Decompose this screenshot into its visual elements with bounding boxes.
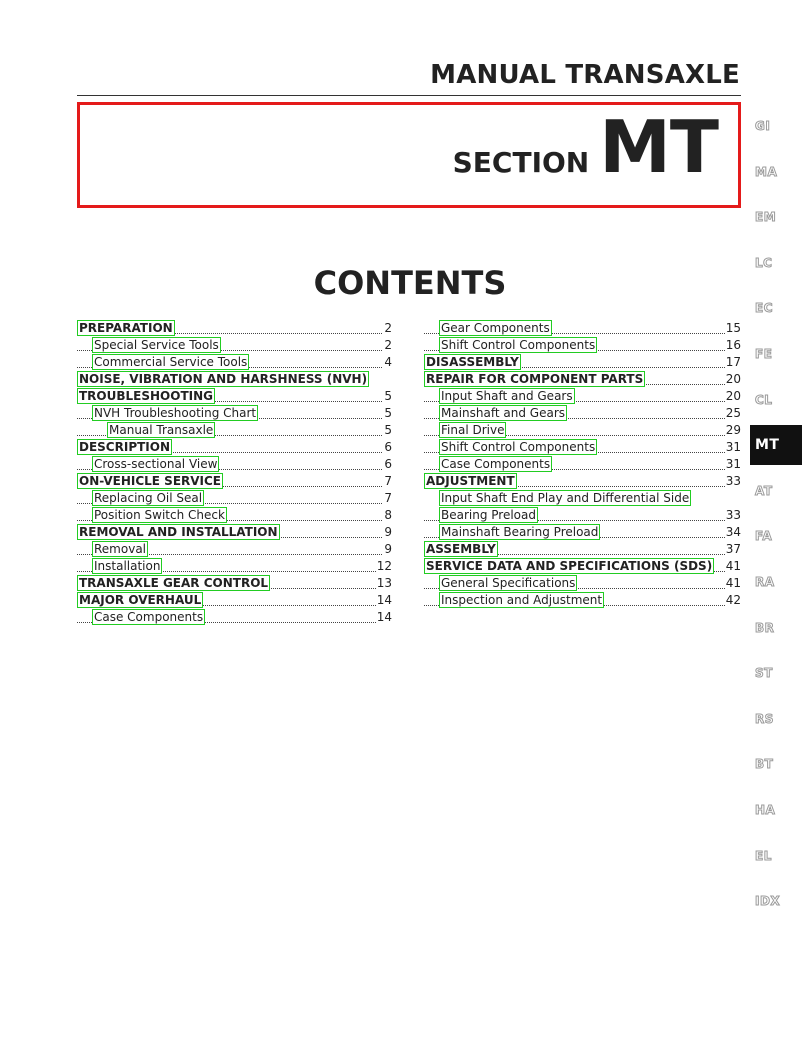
toc-link[interactable]: Mainshaft Bearing Preload [441, 525, 599, 539]
toc-page-number: 14 [376, 593, 392, 607]
toc-page-number: 6 [384, 457, 392, 471]
manual-title: MANUAL TRANSAXLE [430, 60, 740, 90]
toc-link[interactable]: Commercial Service Tools [94, 355, 248, 369]
toc-left-column [77, 320, 392, 626]
section-word: SECTION [452, 146, 590, 179]
toc-link[interactable]: Shift Control Components [441, 338, 596, 352]
toc-page-number: 17 [725, 355, 741, 369]
toc-entry[interactable] [424, 320, 741, 337]
toc-page-number: 33 [725, 508, 741, 522]
section-label [452, 105, 718, 189]
section-box [77, 102, 741, 208]
toc-link[interactable]: ASSEMBLY [426, 542, 496, 556]
toc-link[interactable]: Bearing Preload [441, 508, 536, 522]
toc-page-number: 5 [384, 389, 392, 403]
toc-page-number: 41 [725, 559, 741, 573]
toc-page-number: 7 [384, 491, 392, 505]
toc-page-number: 20 [725, 389, 741, 403]
toc-page-number: 31 [725, 457, 741, 471]
toc-link[interactable]: Final Drive [441, 423, 505, 437]
toc-link[interactable]: Cross-sectional View [94, 457, 218, 471]
toc-entry[interactable] [77, 354, 392, 371]
toc-entry[interactable] [77, 337, 392, 354]
toc-entry[interactable] [77, 422, 392, 439]
toc-link[interactable]: Gear Components [441, 321, 550, 335]
toc-link[interactable]: DESCRIPTION [79, 440, 171, 454]
section-code: MT [599, 105, 718, 189]
tab-ha[interactable]: HA [755, 803, 776, 817]
tab-idx[interactable]: IDX [755, 894, 781, 909]
toc-entry[interactable] [424, 388, 741, 405]
toc-entry[interactable] [77, 320, 392, 337]
toc-page-number: 13 [376, 576, 392, 590]
tab-fa[interactable]: FA [755, 529, 773, 544]
toc-link[interactable]: ADJUSTMENT [426, 474, 515, 488]
toc-entry[interactable] [77, 575, 392, 592]
tab-gi[interactable]: GI [755, 119, 771, 133]
toc-page-number: 16 [725, 338, 741, 352]
tab-fe[interactable]: FE [755, 347, 773, 361]
tab-mt[interactable]: MT [750, 425, 802, 465]
toc-entry[interactable] [77, 439, 392, 456]
tab-st[interactable]: ST [755, 666, 773, 681]
toc-page-number: 9 [384, 525, 392, 539]
toc-link[interactable]: ON-VEHICLE SERVICE [79, 474, 222, 488]
toc-page-number: 29 [725, 423, 741, 437]
toc-page-number: 7 [384, 474, 392, 488]
toc-page-number: 5 [384, 406, 392, 420]
toc-link[interactable]: DISASSEMBLY [426, 355, 519, 369]
toc-entry[interactable] [77, 456, 392, 473]
toc-link[interactable]: Special Service Tools [94, 338, 219, 352]
toc-link[interactable]: REMOVAL AND INSTALLATION [79, 525, 278, 539]
toc-link[interactable]: SERVICE DATA AND SPECIFICATIONS (SDS) [426, 559, 713, 573]
toc-link[interactable]: MAJOR OVERHAUL [79, 593, 202, 607]
toc-right-column [424, 320, 741, 609]
toc-entry[interactable] [424, 337, 741, 354]
toc-link[interactable]: Case Components [94, 610, 204, 624]
header-rule [77, 95, 741, 96]
toc-page-number: 42 [725, 593, 741, 607]
toc-entry[interactable] [77, 609, 392, 626]
toc-page-number: 31 [725, 440, 741, 454]
tab-ra[interactable]: RA [755, 575, 775, 589]
toc-entry[interactable] [77, 558, 392, 575]
toc-entry[interactable] [424, 524, 741, 541]
toc-entry[interactable] [424, 354, 741, 371]
toc-entry[interactable] [424, 541, 741, 558]
toc-page-number: 41 [725, 576, 741, 590]
toc-page-number: 12 [376, 559, 392, 573]
tab-rs[interactable]: RS [755, 711, 774, 726]
toc-entry[interactable] [424, 405, 741, 422]
toc-page-number: 15 [725, 321, 741, 335]
tab-cl[interactable]: CL [755, 392, 773, 407]
toc-link[interactable]: Case Components [441, 457, 551, 471]
toc-entry[interactable] [77, 524, 392, 541]
toc-page-number: 2 [384, 338, 392, 352]
toc-page-number: 6 [384, 440, 392, 454]
toc-link[interactable]: Replacing Oil Seal [94, 491, 203, 505]
toc-entry[interactable] [424, 575, 741, 592]
toc-link[interactable]: Mainshaft and Gears [441, 406, 566, 420]
toc-entry[interactable] [424, 456, 741, 473]
toc-entry[interactable] [424, 371, 741, 388]
toc-link[interactable]: Installation [94, 559, 161, 573]
toc-page-number: 37 [725, 542, 741, 556]
toc-entry[interactable] [77, 507, 392, 524]
toc-entry[interactable] [77, 405, 392, 422]
toc-link[interactable]: REPAIR FOR COMPONENT PARTS [426, 372, 644, 386]
tab-lc[interactable]: LC [755, 255, 773, 270]
toc-page-number: 34 [725, 525, 741, 539]
toc-entry[interactable] [424, 592, 741, 609]
toc-link[interactable]: NVH Troubleshooting Chart [94, 406, 257, 420]
toc-entry[interactable] [424, 439, 741, 456]
toc-page-number: 8 [384, 508, 392, 522]
toc-entry[interactable] [77, 388, 392, 405]
toc-link[interactable]: Input Shaft End Play and Differential Side [441, 491, 690, 505]
toc-link[interactable]: Position Switch Check [94, 508, 225, 522]
toc-page-number: 4 [384, 355, 392, 369]
toc-entry[interactable] [424, 473, 741, 490]
toc-page-number: 9 [384, 542, 392, 556]
toc-entry[interactable] [424, 558, 741, 575]
toc-page-number: 5 [384, 423, 392, 437]
toc-page-number: 25 [725, 406, 741, 420]
toc-page-number: 20 [725, 372, 741, 386]
toc-entry[interactable] [424, 507, 741, 524]
tab-em[interactable]: EM [755, 210, 777, 225]
toc-page-number: 2 [384, 321, 392, 335]
tab-bt[interactable]: BT [755, 757, 774, 772]
toc-link[interactable]: Shift Control Components [441, 440, 596, 454]
tab-br[interactable]: BR [755, 620, 775, 635]
toc-entry[interactable] [77, 371, 392, 388]
toc-page-number: 33 [725, 474, 741, 488]
toc-entry[interactable] [424, 422, 741, 439]
toc-link[interactable]: Inspection and Adjustment [441, 593, 603, 607]
toc-link[interactable]: General Specifications [441, 576, 576, 590]
toc-page-number: 14 [376, 610, 392, 624]
tab-ma[interactable]: MA [755, 164, 778, 179]
toc-link[interactable]: Manual Transaxle [109, 423, 214, 437]
toc-entry[interactable] [77, 490, 392, 507]
tab-el[interactable]: EL [755, 848, 772, 863]
contents-title: CONTENTS [313, 264, 507, 302]
toc-link[interactable]: TROUBLESHOOTING [79, 389, 213, 403]
tab-ec[interactable]: EC [755, 301, 774, 316]
toc-link[interactable]: Removal [94, 542, 147, 556]
toc-link[interactable]: Input Shaft and Gears [441, 389, 573, 403]
toc-entry[interactable] [77, 592, 392, 609]
toc-link[interactable]: TRANSAXLE GEAR CONTROL [79, 576, 269, 590]
toc-entry[interactable] [424, 490, 741, 507]
toc-entry[interactable] [77, 473, 392, 490]
toc-link[interactable]: PREPARATION [79, 321, 173, 335]
toc-entry[interactable] [77, 541, 392, 558]
tab-at[interactable]: AT [755, 483, 773, 498]
toc-link[interactable]: NOISE, VIBRATION AND HARSHNESS (NVH) [79, 372, 368, 386]
